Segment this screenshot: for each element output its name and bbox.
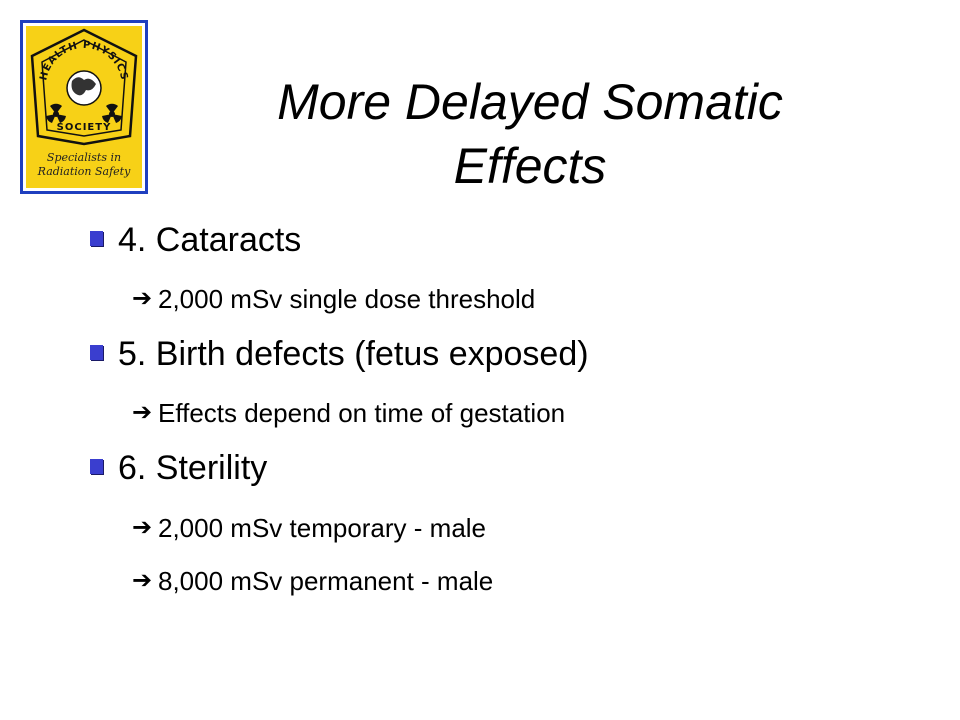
bullet-item bbox=[118, 220, 301, 260]
arrow-bullet-icon: ➔ bbox=[132, 399, 153, 426]
logo-bottom-text: SOCIETY bbox=[56, 122, 112, 133]
title-line-1: More Delayed Somatic bbox=[277, 74, 783, 130]
bullet-item bbox=[118, 334, 589, 374]
logo-tagline-line1: Specialists in bbox=[46, 151, 122, 164]
bullet-text: 4. Cataracts bbox=[118, 221, 302, 259]
sub-bullet-item bbox=[132, 512, 487, 544]
square-bullet-icon bbox=[90, 231, 103, 246]
svg-text:HEALTH PHYSICS: HEALTH PHYSICS bbox=[38, 39, 130, 82]
slide-title bbox=[200, 70, 860, 198]
logo-tagline-line2: Radiation Safety bbox=[37, 165, 131, 178]
arrow-bullet-icon: ➔ bbox=[132, 567, 153, 594]
arrow-bullet-icon: ➔ bbox=[132, 514, 153, 541]
health-physics-society-logo bbox=[20, 20, 148, 194]
title-line-2: Effects bbox=[453, 138, 607, 194]
bullet-item bbox=[118, 448, 267, 488]
sub-bullet-item bbox=[132, 283, 536, 315]
sub-bullet-text: Effects depend on time of gestation bbox=[158, 398, 566, 428]
square-bullet-icon bbox=[90, 459, 103, 474]
sub-bullet-text: 2,000 mSv temporary - male bbox=[158, 513, 487, 543]
sub-bullet-text: 2,000 mSv single dose threshold bbox=[158, 284, 536, 314]
arrow-bullet-icon: ➔ bbox=[132, 285, 153, 312]
sub-bullet-item bbox=[132, 397, 566, 429]
square-bullet-icon bbox=[90, 345, 103, 360]
bullet-text: 6. Sterility bbox=[118, 449, 268, 487]
bullet-text: 5. Birth defects (fetus exposed) bbox=[118, 335, 589, 373]
logo-badge bbox=[26, 26, 142, 188]
sub-bullet-item bbox=[132, 565, 494, 597]
sub-bullet-text: 8,000 mSv permanent - male bbox=[158, 566, 494, 596]
